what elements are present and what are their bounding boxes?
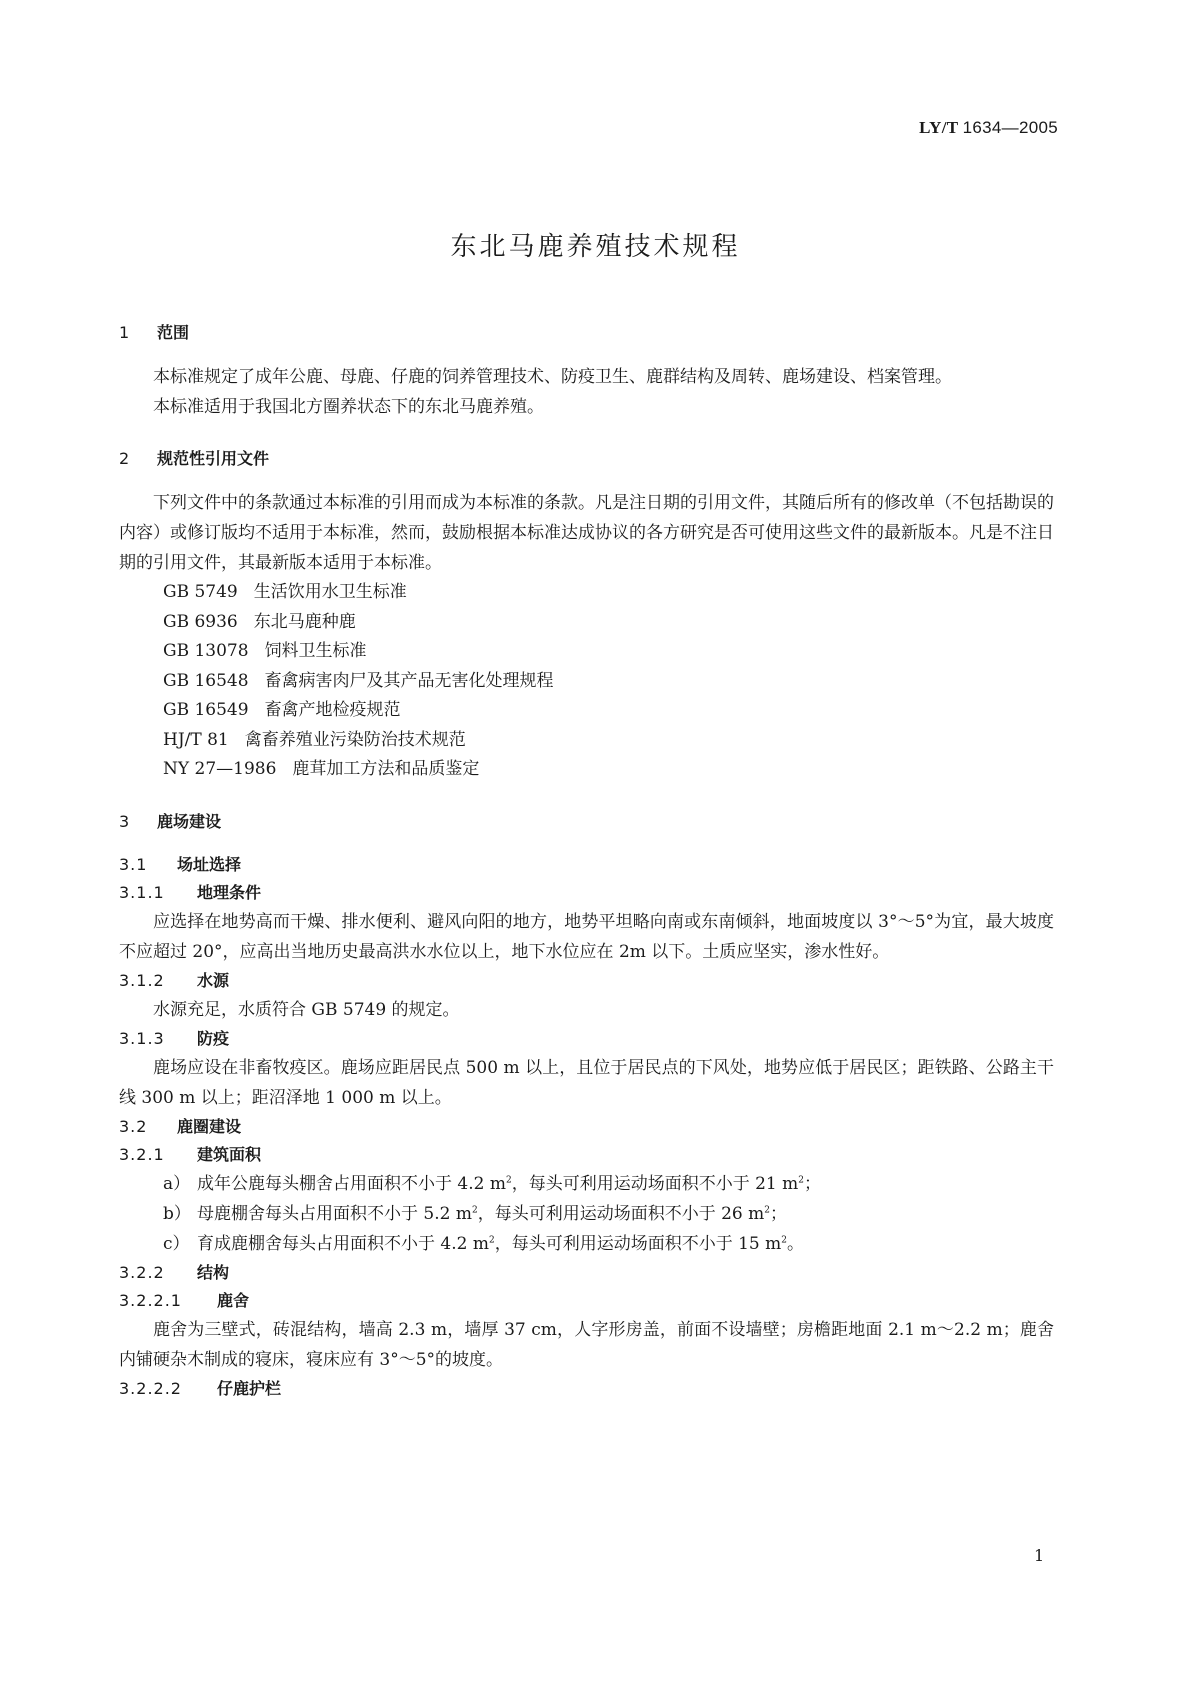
superscript: 2: [798, 1174, 804, 1185]
subsection-heading-3-2-2: [119, 1259, 1054, 1287]
section-heading-3: [119, 807, 1054, 837]
paragraph: 应选择在地势高而干燥、排水便利、避风向阳的地方，地势平坦略向南或东南倾斜，地面坡度以 3°～5°为宜，最大坡度不应超过 20°，应高出当地历史最高洪水水位以上，地下水位应在 2m 以下。土质应坚实，渗水性好。: [119, 911, 1054, 962]
subsection-number: 3.1.3: [119, 1028, 165, 1048]
subsection-title: 鹿圈建设: [177, 1116, 242, 1136]
reference-code: HJ/T 81: [163, 729, 229, 750]
reference-item: [163, 755, 1054, 785]
reference-item: [163, 608, 1054, 638]
superscript: 2: [764, 1204, 770, 1215]
subsection-number: 3.1.1: [119, 882, 165, 902]
list-text: ；: [770, 1203, 787, 1224]
reference-title: 东北马鹿种鹿: [253, 611, 356, 632]
paragraph: 本标准规定了成年公鹿、母鹿、仔鹿的饲养管理技术、防疫卫生、鹿群结构及周转、鹿场建设、档案管理。: [153, 367, 952, 387]
reference-title: 禽畜养殖业污染防治技术规范: [244, 729, 466, 750]
subsection-heading-3-1-1: [119, 879, 1054, 907]
subsection-heading-3-2-2-1: [119, 1287, 1054, 1315]
reference-item: [163, 637, 1054, 667]
document-body: [119, 318, 1054, 1403]
subsection-title: 鹿舍: [217, 1290, 250, 1310]
paragraph: 鹿舍为三壁式，砖混结构，墙高 2.3 m，墙厚 37 cm，人字形房盖，前面不设墙壁；房檐距地面 2.1 m～2.2 m；鹿舍内铺硬杂木制成的寝床，寝床应有 3°～5°的坡度。: [119, 1319, 1054, 1370]
section-heading-1: [119, 318, 1054, 348]
subsection-heading-3-1-3: [119, 1025, 1054, 1053]
list-text: ，每头可利用运动场面积不小于 21 m: [511, 1173, 799, 1194]
paragraph: 本标准适用于我国北方圈养状态下的东北马鹿养殖。: [153, 397, 544, 417]
paragraph: 下列文件中的条款通过本标准的引用而成为本标准的条款。凡是注日期的引用文件，其随后所有的修改单（不包括勘误的内容）或修订版均不适用于本标准，然而，鼓励根据本标准达成协议的各方研究是否可使用这些文件的最新版本。凡是不注日期的引用文件，其最新版本适用于本标准。: [119, 493, 1054, 573]
subsection-number: 3.1.2: [119, 970, 165, 990]
superscript: 2: [471, 1204, 478, 1215]
subsection-heading-3-2-1: [119, 1141, 1054, 1169]
list-text: 育成鹿棚舍每头占用面积不小于 4.2 m: [197, 1233, 489, 1254]
list-text: 成年公鹿每头棚舍占用面积不小于 4.2 m: [197, 1173, 506, 1194]
subsection-number: 3.2.2.1: [119, 1290, 182, 1310]
subsection-title: 场址选择: [177, 854, 242, 874]
list-text: ；: [804, 1173, 821, 1194]
list-marker: c）: [163, 1233, 190, 1254]
superscript: 2: [488, 1234, 495, 1245]
reference-code: GB 16549: [163, 700, 249, 720]
paragraph: 水源充足，水质符合 GB 5749 的规定。: [153, 999, 460, 1020]
reference-item: [163, 578, 1054, 608]
list-text: ，每头可利用运动场面积不小于 15 m: [494, 1233, 782, 1254]
subsection-number: 3.2.2: [119, 1262, 165, 1282]
reference-item: [163, 726, 1054, 756]
subsection-title: 地理条件: [197, 882, 262, 902]
subsection-heading-3-2-2-2: [119, 1375, 1054, 1403]
reference-title: 生活饮用水卫生标准: [253, 582, 407, 602]
list-item: [119, 1199, 1054, 1229]
section-number: 3: [119, 811, 130, 831]
reference-title: 畜禽产地检疫规范: [264, 700, 401, 720]
subsection-heading-3-1: [119, 851, 1054, 879]
standard-number: 1634—2005: [962, 118, 1058, 137]
list-item: [119, 1229, 1054, 1259]
list-item: [119, 1169, 1054, 1199]
subsection-number: 3.1: [119, 854, 148, 874]
reference-code: GB 16548: [163, 670, 249, 691]
section-title: 范围: [157, 323, 190, 342]
list-text: ，每头可利用运动场面积不小于 26 m: [477, 1203, 765, 1224]
document-title: 东北马鹿养殖技术规程: [450, 232, 741, 262]
subsection-heading-3-2: [119, 1113, 1054, 1141]
subsection-title: 结构: [197, 1262, 230, 1282]
list-text: 。: [787, 1233, 804, 1254]
normative-references-list: [119, 578, 1054, 785]
reference-code: NY 27—1986: [163, 759, 277, 779]
standard-code-header: [919, 118, 1058, 138]
page-number: 1: [1034, 1546, 1045, 1565]
reference-title: 畜禽病害肉尸及其产品无害化处理规程: [264, 670, 554, 691]
section-number: 1: [119, 323, 130, 342]
standard-prefix: LY/T: [919, 118, 959, 137]
list-text: 母鹿棚舍每头占用面积不小于 5.2 m: [197, 1203, 472, 1224]
subsection-title: 防疫: [197, 1028, 230, 1048]
subsection-title: 水源: [197, 970, 230, 990]
list-marker: b）: [163, 1203, 191, 1224]
section-number: 2: [119, 449, 130, 468]
list-marker: a）: [163, 1173, 191, 1194]
subsection-title: 仔鹿护栏: [217, 1378, 282, 1398]
reference-item: [163, 667, 1054, 697]
section-title: 鹿场建设: [157, 811, 222, 831]
subsection-number: 3.2: [119, 1116, 148, 1136]
subsection-title: 建筑面积: [197, 1144, 262, 1164]
subsection-heading-3-1-2: [119, 967, 1054, 995]
subsection-number: 3.2.2.2: [119, 1378, 182, 1398]
paragraph: 鹿场应设在非畜牧疫区。鹿场应距居民点 500 m 以上，且位于居民点的下风处，地势应低于居民区；距铁路、公路主干线 300 m 以上；距沼泽地 1 000 m 以上。: [119, 1057, 1054, 1108]
reference-code: GB 6936: [163, 611, 238, 632]
section-title: 规范性引用文件: [157, 449, 270, 468]
reference-title: 鹿茸加工方法和品质鉴定: [292, 759, 480, 779]
section-heading-2: [119, 444, 1054, 474]
superscript: 2: [781, 1234, 787, 1245]
reference-code: GB 13078: [163, 641, 249, 661]
reference-title: 饲料卫生标准: [264, 641, 367, 661]
reference-code: GB 5749: [163, 582, 238, 602]
superscript: 2: [505, 1174, 512, 1185]
reference-item: [163, 696, 1054, 726]
subsection-number: 3.2.1: [119, 1144, 165, 1164]
